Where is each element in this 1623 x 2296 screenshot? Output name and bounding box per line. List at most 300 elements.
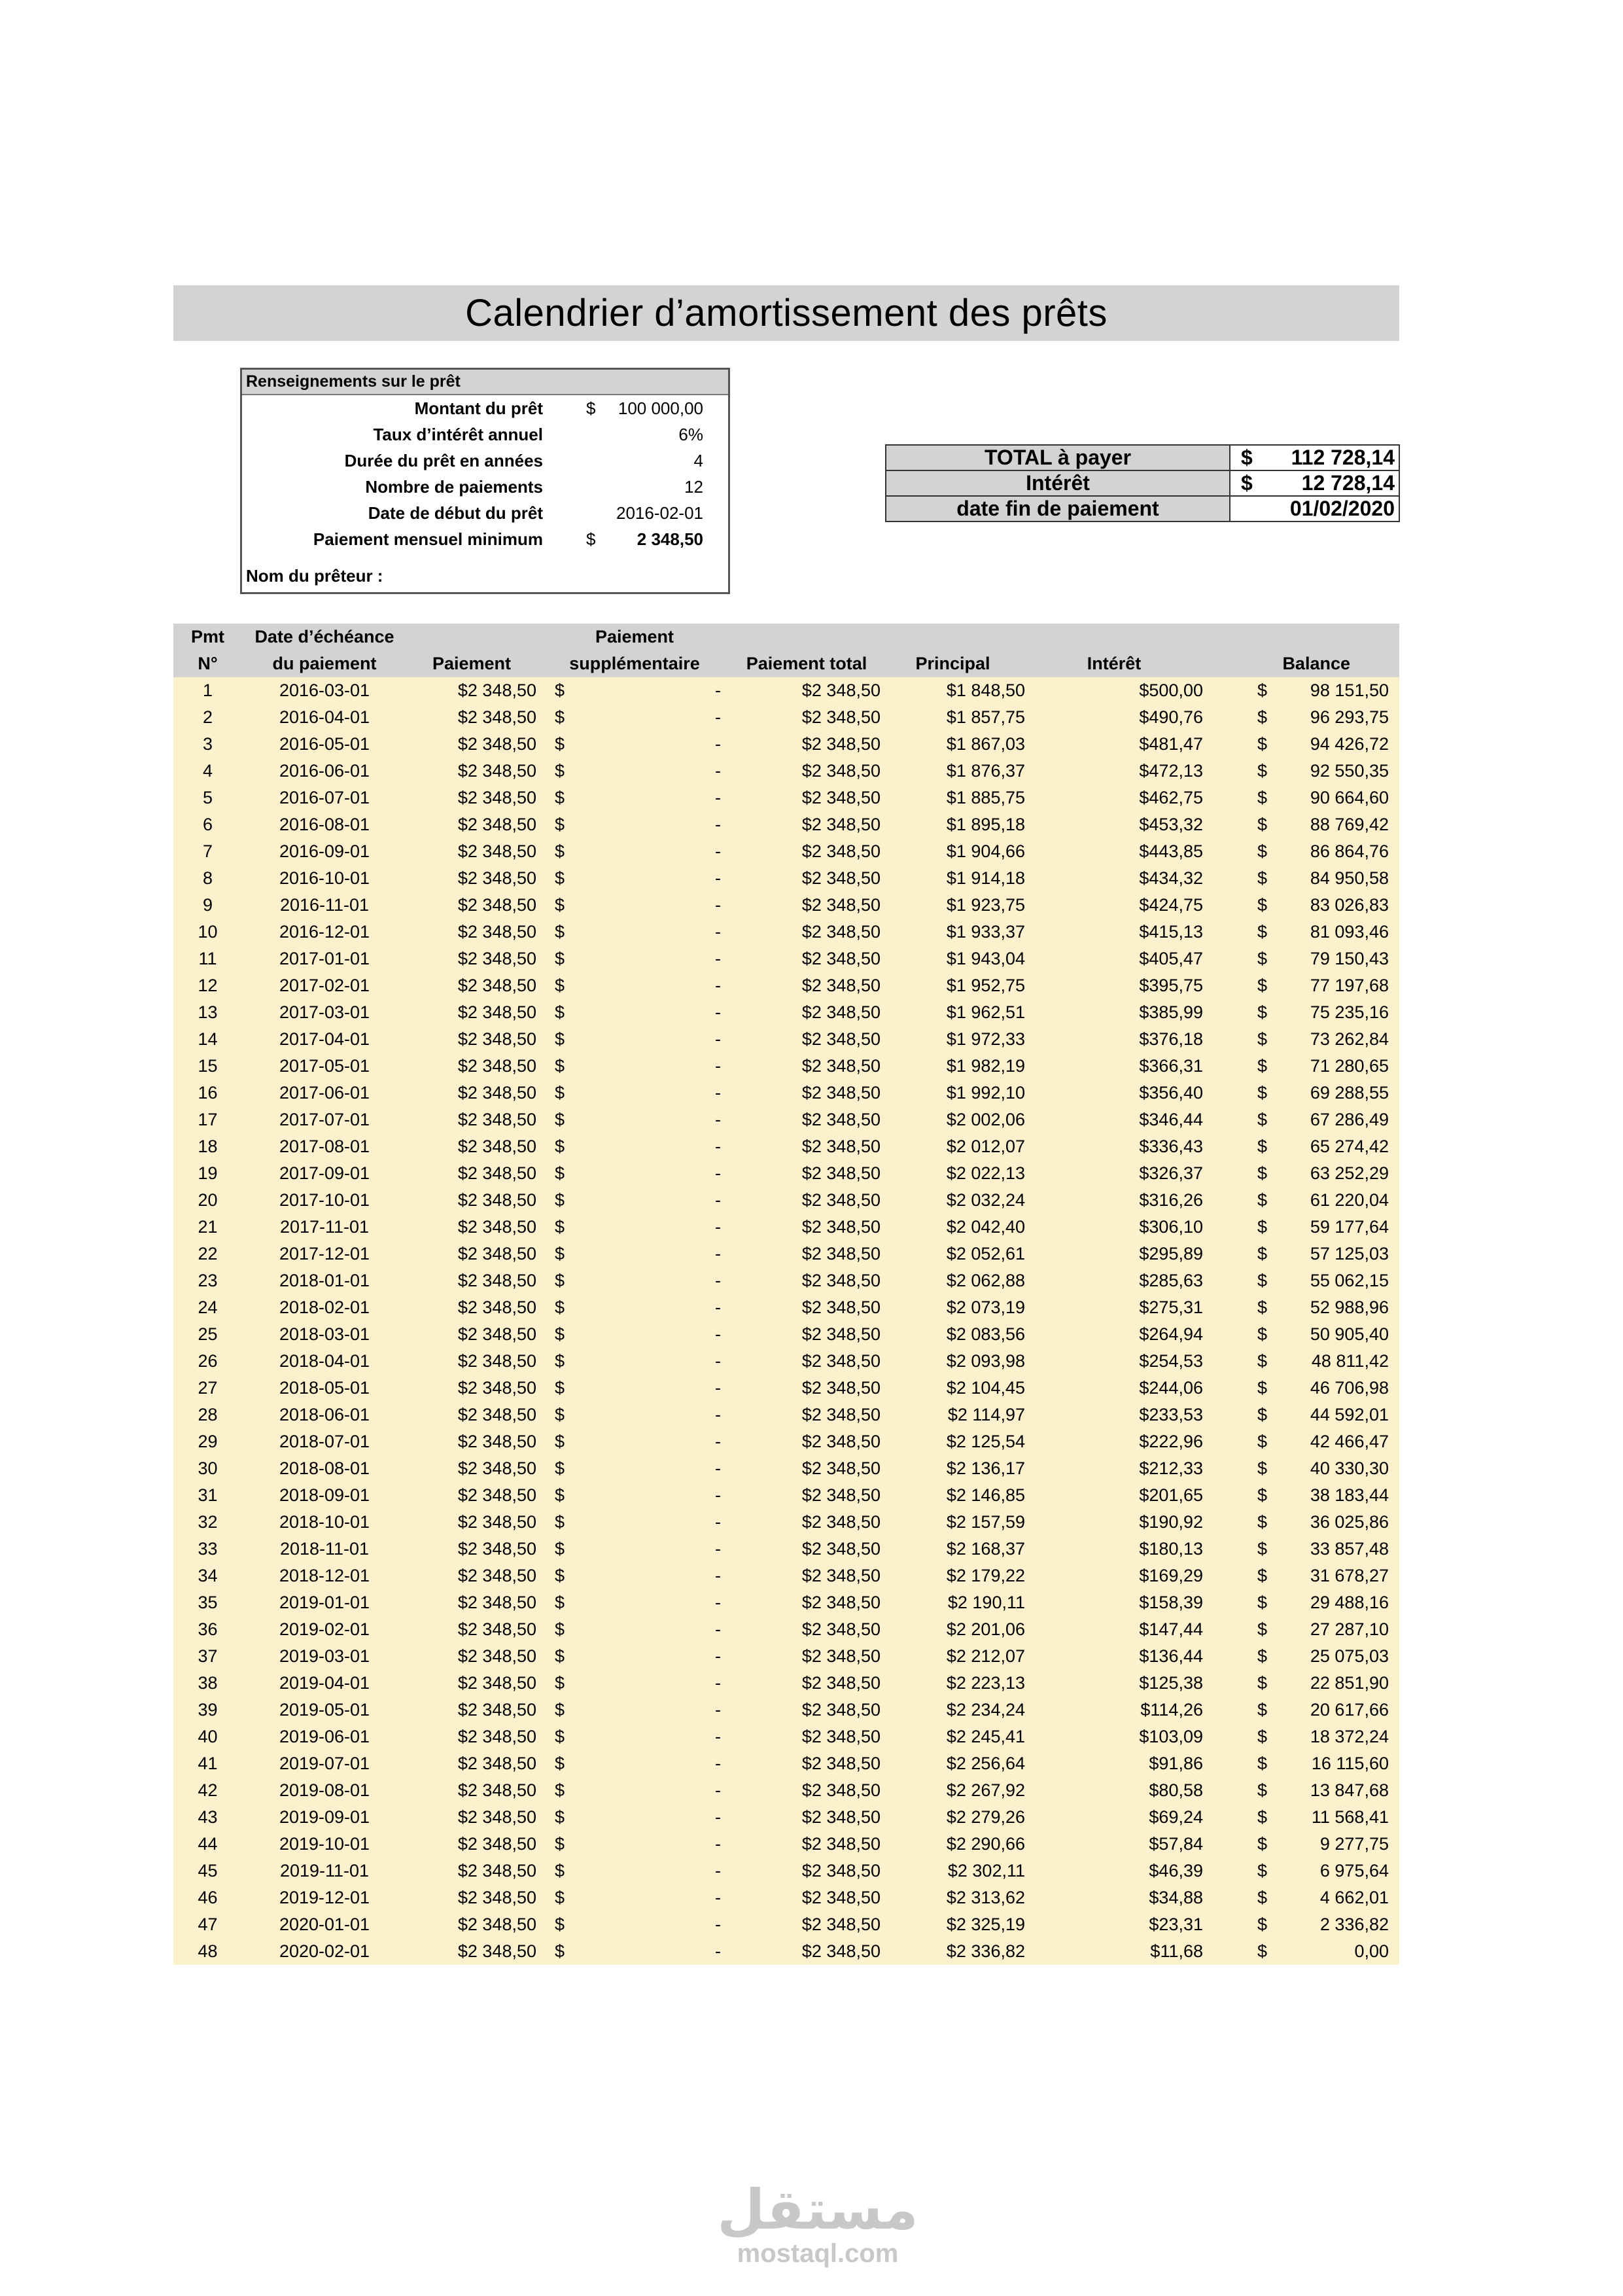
- principal-cell: $2 062,88: [881, 1267, 1025, 1294]
- balance-currency: $: [1257, 1217, 1268, 1237]
- table-row: [173, 1133, 1399, 1160]
- due-date-cell: 2017-11-01: [242, 1214, 407, 1241]
- payment-number-cell: 40: [173, 1723, 242, 1750]
- watermark-latin: mostaql.com: [737, 2239, 899, 2268]
- amortization-table: [173, 624, 1399, 1965]
- balance-currency: $: [1257, 1324, 1268, 1344]
- balance-cell: [1203, 1536, 1399, 1563]
- payment-cell: $2 348,50: [407, 892, 536, 919]
- extra-payment-cell: [536, 811, 733, 838]
- total-payment-cell: $2 348,50: [733, 758, 881, 785]
- payment-cell: $2 348,50: [407, 758, 536, 785]
- balance-value: 4 662,01: [1319, 1888, 1389, 1907]
- total-payment-cell: $2 348,50: [733, 1375, 881, 1402]
- balance-value: 73 262,84: [1310, 1029, 1389, 1049]
- balance-cell: [1203, 1589, 1399, 1616]
- balance-cell: [1203, 1133, 1399, 1160]
- extra-currency: $: [555, 1244, 565, 1263]
- payment-cell: $2 348,50: [407, 1723, 536, 1750]
- payment-cell: $2 348,50: [407, 1884, 536, 1911]
- balance-value: 61 220,04: [1310, 1190, 1389, 1210]
- extra-payment-cell: [536, 1509, 733, 1536]
- balance-value: 0,00: [1354, 1941, 1389, 1961]
- balance-cell: [1203, 945, 1399, 972]
- balance-cell: [1203, 1106, 1399, 1133]
- interest-cell: $385,99: [1025, 999, 1203, 1026]
- column-header: Intérêt: [1025, 650, 1203, 677]
- extra-value: -: [715, 1888, 721, 1907]
- extra-currency: $: [555, 1727, 565, 1746]
- balance-currency: $: [1257, 815, 1268, 834]
- payment-number-cell: 3: [173, 731, 242, 758]
- balance-currency: $: [1257, 1351, 1268, 1371]
- payment-cell: $2 348,50: [407, 1482, 536, 1509]
- payment-number-cell: 7: [173, 838, 242, 865]
- lender-name-label: Nom du prêteur :: [246, 566, 383, 586]
- total-payment-cell: $2 348,50: [733, 1616, 881, 1643]
- totals-box: [885, 444, 1400, 522]
- extra-currency: $: [555, 1378, 565, 1398]
- payment-cell: $2 348,50: [407, 1455, 536, 1482]
- principal-cell: $2 104,45: [881, 1375, 1025, 1402]
- extra-currency: $: [555, 1673, 565, 1693]
- balance-value: 48 811,42: [1311, 1351, 1389, 1371]
- interest-cell: $169,29: [1025, 1563, 1203, 1589]
- payment-number-cell: 15: [173, 1053, 242, 1080]
- principal-cell: $2 201,06: [881, 1616, 1025, 1643]
- column-header: N°: [173, 650, 242, 677]
- payment-number-cell: 10: [173, 919, 242, 945]
- extra-currency: $: [555, 761, 565, 781]
- interest-cell: $285,63: [1025, 1267, 1203, 1294]
- interest-cell: $114,26: [1025, 1697, 1203, 1723]
- principal-cell: $2 290,66: [881, 1831, 1025, 1858]
- payment-cell: $2 348,50: [407, 838, 536, 865]
- total-payment-cell: $2 348,50: [733, 1643, 881, 1670]
- balance-currency: $: [1257, 976, 1268, 995]
- extra-payment-cell: [536, 1616, 733, 1643]
- balance-currency: $: [1257, 1780, 1268, 1800]
- totals-value: 01/02/2020: [1289, 497, 1395, 520]
- extra-value: -: [715, 1324, 721, 1344]
- balance-currency: $: [1257, 868, 1268, 888]
- payment-cell: $2 348,50: [407, 1241, 536, 1267]
- extra-currency: $: [555, 1593, 565, 1612]
- loan-info-header: Renseignements sur le prêt: [242, 370, 728, 395]
- payment-cell: $2 348,50: [407, 1589, 536, 1616]
- principal-cell: $1 992,10: [881, 1080, 1025, 1106]
- payment-cell: $2 348,50: [407, 1938, 536, 1965]
- principal-cell: $1 962,51: [881, 999, 1025, 1026]
- table-row: [173, 1777, 1399, 1804]
- extra-payment-cell: [536, 1402, 733, 1428]
- extra-value: -: [715, 868, 721, 888]
- payment-cell: $2 348,50: [407, 1375, 536, 1402]
- extra-value: -: [715, 1780, 721, 1800]
- principal-cell: $1 848,50: [881, 677, 1025, 704]
- payment-number-cell: 14: [173, 1026, 242, 1053]
- payment-number-cell: 28: [173, 1402, 242, 1428]
- total-payment-cell: $2 348,50: [733, 731, 881, 758]
- due-date-cell: 2017-04-01: [242, 1026, 407, 1053]
- payment-cell: $2 348,50: [407, 865, 536, 892]
- due-date-cell: 2016-06-01: [242, 758, 407, 785]
- due-date-cell: 2018-08-01: [242, 1455, 407, 1482]
- extra-currency: $: [555, 1780, 565, 1800]
- balance-currency: $: [1257, 1593, 1268, 1612]
- payment-cell: $2 348,50: [407, 1750, 536, 1777]
- table-row: [173, 945, 1399, 972]
- interest-cell: $356,40: [1025, 1080, 1203, 1106]
- payment-number-cell: 6: [173, 811, 242, 838]
- principal-cell: $2 146,85: [881, 1482, 1025, 1509]
- payment-number-cell: 4: [173, 758, 242, 785]
- column-header: supplémentaire: [536, 650, 733, 677]
- balance-cell: [1203, 1884, 1399, 1911]
- interest-cell: $233,53: [1025, 1402, 1203, 1428]
- loan-info-label: Durée du prêt en années: [344, 451, 543, 470]
- table-row: [173, 1831, 1399, 1858]
- total-payment-cell: $2 348,50: [733, 1267, 881, 1294]
- extra-currency: $: [555, 1405, 565, 1424]
- table-row: [173, 1375, 1399, 1402]
- balance-value: 71 280,65: [1310, 1056, 1389, 1076]
- extra-payment-cell: [536, 1106, 733, 1133]
- interest-cell: $158,39: [1025, 1589, 1203, 1616]
- table-row: [173, 785, 1399, 811]
- total-payment-cell: $2 348,50: [733, 785, 881, 811]
- column-header: [733, 624, 881, 650]
- payment-cell: $2 348,50: [407, 1563, 536, 1589]
- extra-payment-cell: [536, 1026, 733, 1053]
- balance-cell: [1203, 677, 1399, 704]
- balance-cell: [1203, 1563, 1399, 1589]
- payment-cell: $2 348,50: [407, 1858, 536, 1884]
- total-payment-cell: $2 348,50: [733, 1589, 881, 1616]
- balance-currency: $: [1257, 1673, 1268, 1693]
- extra-payment-cell: [536, 1321, 733, 1348]
- extra-value: -: [715, 976, 721, 995]
- extra-currency: $: [555, 1190, 565, 1210]
- balance-currency: $: [1257, 1619, 1268, 1639]
- balance-value: 79 150,43: [1310, 949, 1389, 968]
- extra-value: -: [715, 1593, 721, 1612]
- balance-value: 83 026,83: [1310, 895, 1389, 915]
- payment-number-cell: 21: [173, 1214, 242, 1241]
- due-date-cell: 2018-05-01: [242, 1375, 407, 1402]
- totals-currency: $: [1241, 446, 1253, 469]
- principal-cell: $1 972,33: [881, 1026, 1025, 1053]
- extra-value: -: [715, 1539, 721, 1559]
- balance-cell: [1203, 1911, 1399, 1938]
- table-row: [173, 1670, 1399, 1697]
- principal-cell: $2 256,64: [881, 1750, 1025, 1777]
- due-date-cell: 2017-01-01: [242, 945, 407, 972]
- column-header: [1025, 624, 1203, 650]
- extra-value: -: [715, 1137, 721, 1156]
- total-payment-cell: $2 348,50: [733, 1455, 881, 1482]
- balance-currency: $: [1257, 707, 1268, 727]
- payment-cell: $2 348,50: [407, 785, 536, 811]
- total-payment-cell: $2 348,50: [733, 1831, 881, 1858]
- balance-currency: $: [1257, 1915, 1268, 1934]
- balance-value: 63 252,29: [1310, 1163, 1389, 1183]
- table-row: [173, 838, 1399, 865]
- due-date-cell: 2017-08-01: [242, 1133, 407, 1160]
- totals-label: date fin de paiement: [886, 496, 1230, 521]
- extra-value: -: [715, 1673, 721, 1693]
- balance-currency: $: [1257, 1405, 1268, 1424]
- loan-info-label: Paiement mensuel minimum: [313, 529, 543, 549]
- payment-number-cell: 39: [173, 1697, 242, 1723]
- extra-value: -: [715, 1754, 721, 1773]
- extra-payment-cell: [536, 1563, 733, 1589]
- balance-cell: [1203, 919, 1399, 945]
- extra-value: -: [715, 1861, 721, 1881]
- balance-cell: [1203, 758, 1399, 785]
- extra-currency: $: [555, 1512, 565, 1532]
- total-payment-cell: $2 348,50: [733, 811, 881, 838]
- total-payment-cell: $2 348,50: [733, 1804, 881, 1831]
- balance-currency: $: [1257, 1056, 1268, 1076]
- extra-currency: $: [555, 1002, 565, 1022]
- column-header: [1203, 624, 1399, 650]
- balance-currency: $: [1257, 1298, 1268, 1317]
- principal-cell: $2 042,40: [881, 1214, 1025, 1241]
- balance-currency: $: [1257, 1110, 1268, 1129]
- total-payment-cell: $2 348,50: [733, 838, 881, 865]
- extra-payment-cell: [536, 945, 733, 972]
- table-row: [173, 1348, 1399, 1375]
- balance-currency: $: [1257, 1432, 1268, 1451]
- table-row: [173, 1643, 1399, 1670]
- balance-cell: [1203, 1777, 1399, 1804]
- total-payment-cell: $2 348,50: [733, 972, 881, 999]
- principal-cell: $2 052,61: [881, 1241, 1025, 1267]
- total-payment-cell: $2 348,50: [733, 1321, 881, 1348]
- totals-value: 12 728,14: [1301, 471, 1395, 495]
- payment-number-cell: 8: [173, 865, 242, 892]
- totals-row: [886, 496, 1399, 521]
- interest-cell: $80,58: [1025, 1777, 1203, 1804]
- extra-payment-cell: [536, 731, 733, 758]
- payment-cell: $2 348,50: [407, 1214, 536, 1241]
- extra-payment-cell: [536, 1214, 733, 1241]
- principal-cell: $2 223,13: [881, 1670, 1025, 1697]
- payment-cell: $2 348,50: [407, 1187, 536, 1214]
- extra-value: -: [715, 1727, 721, 1746]
- interest-cell: $147,44: [1025, 1616, 1203, 1643]
- extra-value: -: [715, 1646, 721, 1666]
- balance-value: 52 988,96: [1310, 1298, 1389, 1317]
- extra-payment-cell: [536, 1428, 733, 1455]
- extra-currency: $: [555, 1861, 565, 1881]
- extra-currency: $: [555, 1110, 565, 1129]
- interest-cell: $180,13: [1025, 1536, 1203, 1563]
- payment-number-cell: 37: [173, 1643, 242, 1670]
- balance-value: 81 093,46: [1310, 922, 1389, 942]
- extra-value: -: [715, 680, 721, 700]
- principal-cell: $1 952,75: [881, 972, 1025, 999]
- principal-cell: $2 157,59: [881, 1509, 1025, 1536]
- extra-payment-cell: [536, 1080, 733, 1106]
- payment-number-cell: 18: [173, 1133, 242, 1160]
- extra-value: -: [715, 1700, 721, 1720]
- due-date-cell: 2019-11-01: [242, 1858, 407, 1884]
- balance-cell: [1203, 1643, 1399, 1670]
- payment-cell: $2 348,50: [407, 1267, 536, 1294]
- extra-payment-cell: [536, 1053, 733, 1080]
- column-header: [881, 624, 1025, 650]
- principal-cell: $1 923,75: [881, 892, 1025, 919]
- total-payment-cell: $2 348,50: [733, 1697, 881, 1723]
- balance-currency: $: [1257, 1163, 1268, 1183]
- extra-value: -: [715, 1941, 721, 1961]
- extra-currency: $: [555, 1646, 565, 1666]
- balance-value: 88 769,42: [1310, 815, 1389, 834]
- payment-cell: $2 348,50: [407, 1536, 536, 1563]
- extra-payment-cell: [536, 865, 733, 892]
- interest-cell: $11,68: [1025, 1938, 1203, 1965]
- extra-currency: $: [555, 680, 565, 700]
- extra-value: -: [715, 1432, 721, 1451]
- principal-cell: $2 093,98: [881, 1348, 1025, 1375]
- extra-value: -: [715, 1378, 721, 1398]
- due-date-cell: 2019-08-01: [242, 1777, 407, 1804]
- payment-cell: $2 348,50: [407, 1697, 536, 1723]
- extra-value: -: [715, 1244, 721, 1263]
- extra-payment-cell: [536, 1455, 733, 1482]
- balance-value: 38 183,44: [1310, 1485, 1389, 1505]
- total-payment-cell: $2 348,50: [733, 1402, 881, 1428]
- interest-cell: $254,53: [1025, 1348, 1203, 1375]
- balance-cell: [1203, 1294, 1399, 1321]
- total-payment-cell: $2 348,50: [733, 1858, 881, 1884]
- payment-cell: $2 348,50: [407, 1777, 536, 1804]
- extra-value: -: [715, 1190, 721, 1210]
- table-row: [173, 1241, 1399, 1267]
- due-date-cell: 2018-06-01: [242, 1402, 407, 1428]
- principal-cell: $2 313,62: [881, 1884, 1025, 1911]
- balance-cell: [1203, 865, 1399, 892]
- payment-number-cell: 17: [173, 1106, 242, 1133]
- balance-cell: [1203, 785, 1399, 811]
- balance-value: 25 075,03: [1310, 1646, 1389, 1666]
- extra-payment-cell: [536, 1643, 733, 1670]
- payment-cell: $2 348,50: [407, 972, 536, 999]
- due-date-cell: 2017-02-01: [242, 972, 407, 999]
- payment-number-cell: 43: [173, 1804, 242, 1831]
- extra-currency: $: [555, 815, 565, 834]
- table-row: [173, 999, 1399, 1026]
- total-payment-cell: $2 348,50: [733, 704, 881, 731]
- balance-currency: $: [1257, 1083, 1268, 1103]
- extra-currency: $: [555, 1915, 565, 1934]
- extra-value: -: [715, 1619, 721, 1639]
- balance-cell: [1203, 1375, 1399, 1402]
- extra-currency: $: [555, 1271, 565, 1290]
- table-row: [173, 1428, 1399, 1455]
- total-payment-cell: $2 348,50: [733, 865, 881, 892]
- payment-number-cell: 47: [173, 1911, 242, 1938]
- balance-value: 50 905,40: [1310, 1324, 1389, 1344]
- interest-cell: $190,92: [1025, 1509, 1203, 1536]
- payment-cell: $2 348,50: [407, 1616, 536, 1643]
- balance-value: 67 286,49: [1310, 1110, 1389, 1129]
- extra-currency: $: [555, 1137, 565, 1156]
- column-header: du paiement: [242, 650, 407, 677]
- extra-payment-cell: [536, 1938, 733, 1965]
- interest-cell: $69,24: [1025, 1804, 1203, 1831]
- extra-payment-cell: [536, 1777, 733, 1804]
- extra-currency: $: [555, 868, 565, 888]
- balance-value: 40 330,30: [1310, 1458, 1389, 1478]
- payment-number-cell: 44: [173, 1831, 242, 1858]
- total-payment-cell: $2 348,50: [733, 1214, 881, 1241]
- payment-number-cell: 19: [173, 1160, 242, 1187]
- loan-info-value: 2016-02-01: [616, 503, 703, 523]
- balance-cell: [1203, 1804, 1399, 1831]
- table-row: [173, 1884, 1399, 1911]
- due-date-cell: 2019-06-01: [242, 1723, 407, 1750]
- payment-cell: $2 348,50: [407, 945, 536, 972]
- table-row: [173, 865, 1399, 892]
- balance-currency: $: [1257, 1888, 1268, 1907]
- total-payment-cell: $2 348,50: [733, 1509, 881, 1536]
- balance-currency: $: [1257, 1539, 1268, 1559]
- interest-cell: $136,44: [1025, 1643, 1203, 1670]
- due-date-cell: 2017-09-01: [242, 1160, 407, 1187]
- extra-value: -: [715, 1512, 721, 1532]
- balance-currency: $: [1257, 1378, 1268, 1398]
- balance-value: 44 592,01: [1310, 1405, 1389, 1424]
- extra-currency: $: [555, 1700, 565, 1720]
- balance-cell: [1203, 1080, 1399, 1106]
- total-payment-cell: $2 348,50: [733, 1536, 881, 1563]
- balance-currency: $: [1257, 1727, 1268, 1746]
- extra-payment-cell: [536, 1804, 733, 1831]
- balance-currency: $: [1257, 1700, 1268, 1720]
- interest-cell: $453,32: [1025, 811, 1203, 838]
- extra-value: -: [715, 1110, 721, 1129]
- extra-value: -: [715, 895, 721, 915]
- payment-number-cell: 26: [173, 1348, 242, 1375]
- principal-cell: $1 876,37: [881, 758, 1025, 785]
- extra-payment-cell: [536, 919, 733, 945]
- payment-cell: $2 348,50: [407, 1133, 536, 1160]
- balance-currency: $: [1257, 922, 1268, 942]
- watermark-arabic: مستقل: [717, 2178, 918, 2242]
- table-row: [173, 1402, 1399, 1428]
- extra-value: -: [715, 734, 721, 754]
- balance-currency: $: [1257, 1002, 1268, 1022]
- payment-cell: $2 348,50: [407, 1053, 536, 1080]
- balance-currency: $: [1257, 788, 1268, 807]
- extra-value: -: [715, 1915, 721, 1934]
- due-date-cell: 2019-02-01: [242, 1616, 407, 1643]
- due-date-cell: 2016-09-01: [242, 838, 407, 865]
- total-payment-cell: $2 348,50: [733, 1884, 881, 1911]
- principal-cell: $1 895,18: [881, 811, 1025, 838]
- due-date-cell: 2016-10-01: [242, 865, 407, 892]
- balance-currency: $: [1257, 1029, 1268, 1049]
- payment-number-cell: 22: [173, 1241, 242, 1267]
- total-payment-cell: $2 348,50: [733, 919, 881, 945]
- interest-cell: $405,47: [1025, 945, 1203, 972]
- principal-cell: $2 168,37: [881, 1536, 1025, 1563]
- extra-currency: $: [555, 1029, 565, 1049]
- balance-value: 75 235,16: [1310, 1002, 1389, 1022]
